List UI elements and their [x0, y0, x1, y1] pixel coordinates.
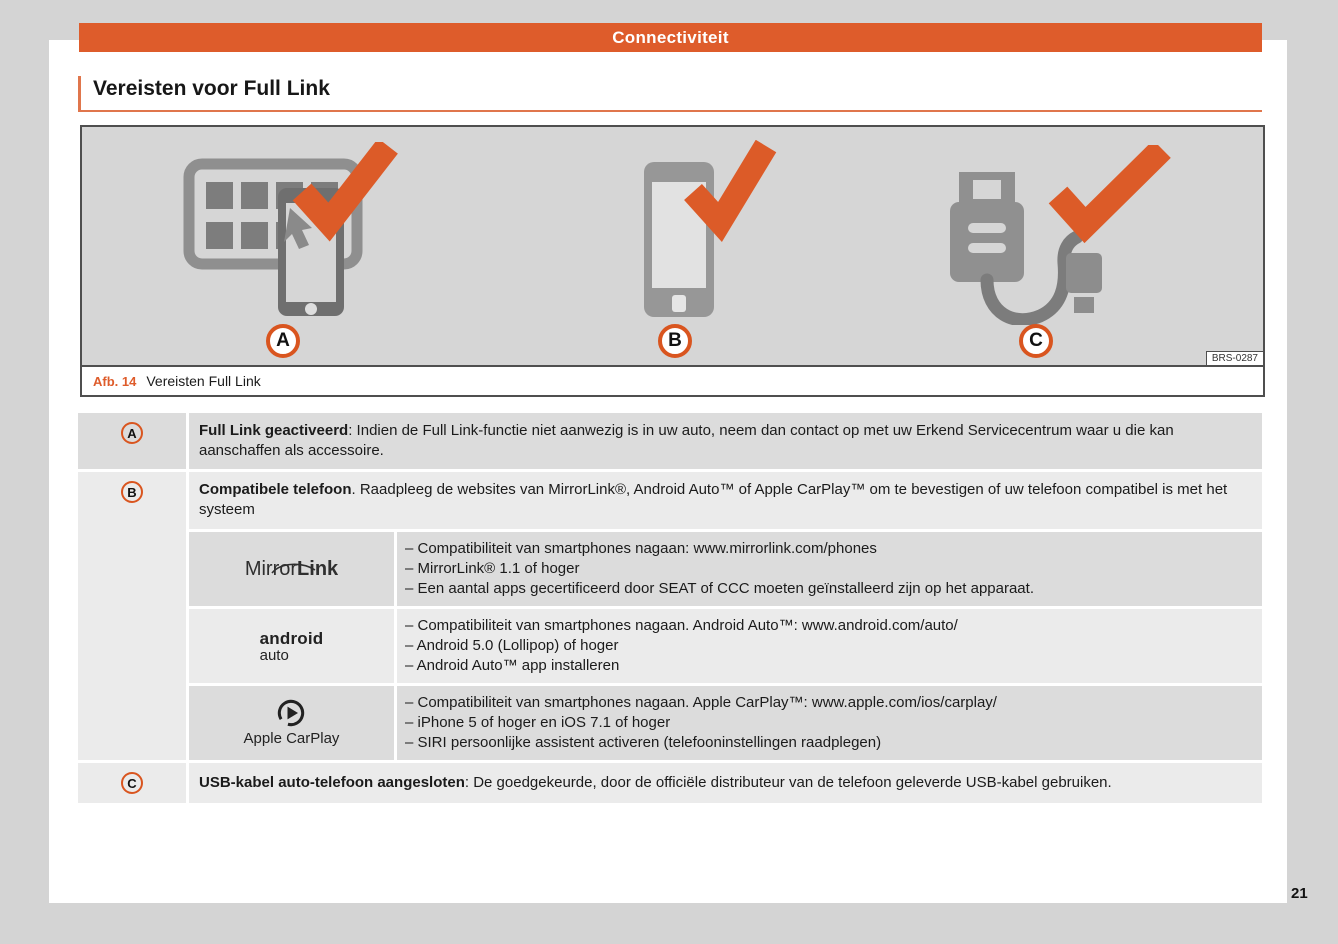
figure-box	[80, 125, 1265, 397]
usb-cable-check-icon	[942, 145, 1182, 325]
row-b-text: . Raadpleeg de websites van MirrorLink®, Android Auto™ of Apple CarPlay™ om te bevestigen of uw telefoon compatibel is met het systeem	[199, 481, 1228, 518]
figure-image	[82, 127, 1263, 367]
bullet-line: – Compatibiliteit van smartphones nagaan. Android Auto™: www.android.com/auto/	[405, 617, 958, 634]
bullet-line: – Compatibiliteit van smartphones nagaan. Apple CarPlay™: www.apple.com/ios/carplay/	[405, 694, 997, 711]
figure-caption	[82, 367, 1263, 395]
section-heading	[78, 76, 1262, 112]
figure-reference-code: BRS-0287	[1206, 351, 1264, 366]
row-b-title: Compatibele telefoon	[199, 481, 352, 498]
row-a-text: : Indien de Full Link-functie niet aanwezig is in uw auto, neem dan contact op met uw Erkend Servicecentrum waar u die kan aanschaffen als accessoire.	[199, 422, 1174, 459]
carplay-play-icon	[277, 699, 305, 727]
row-c-title: USB-kabel auto-telefoon aangesloten	[199, 774, 465, 791]
android-auto-logo: android auto	[189, 609, 394, 683]
row-c-text: : De goedgekeurde, door de officiële distributeur van de telefoon geleverde USB-kabel gebruiken.	[464, 774, 1112, 791]
subrow-mirrorlink	[189, 532, 1262, 606]
marker-a-badge: A	[121, 422, 143, 444]
table-row-b	[78, 472, 1262, 760]
table-row-a	[78, 413, 1262, 469]
mirrorlink-logo: MirrorLink	[189, 532, 394, 606]
row-b-marker-cell	[78, 472, 186, 760]
bullet-line: – Android Auto™ app installeren	[405, 657, 620, 674]
bullet-line: – MirrorLink® 1.1 of hoger	[405, 560, 580, 577]
row-a-text-cell	[189, 413, 1262, 469]
figure-number: Afb. 14	[93, 373, 137, 389]
android-auto-requirements	[397, 609, 1262, 683]
bullet-line: – Compatibiliteit van smartphones nagaan: www.mirrorlink.com/phones	[405, 540, 877, 557]
page-number: 21	[1291, 885, 1308, 902]
mirrorlink-requirements	[397, 532, 1262, 606]
row-b-text-cell	[189, 472, 1262, 529]
row-a-marker-cell	[78, 413, 186, 469]
marker-c-badge: C	[121, 772, 143, 794]
bullet-line: – Android 5.0 (Lollipop) of hoger	[405, 637, 619, 654]
bullet-line: – SIRI persoonlijke assistent activeren (telefooninstellingen raadplegen)	[405, 734, 882, 751]
apps-phone-check-icon	[182, 142, 412, 322]
table-row-c	[78, 763, 1262, 803]
row-c-text-cell	[189, 763, 1262, 803]
mirrorlink-swoosh-icon	[271, 561, 317, 577]
subrow-android-auto	[189, 609, 1262, 683]
bullet-line: – Een aantal apps gecertificeerd door SEAT of CCC moeten geïnstalleerd zijn op het apparaat.	[405, 580, 1034, 597]
subrow-apple-carplay	[189, 686, 1262, 760]
bullet-line: – iPhone 5 of hoger en iOS 7.1 of hoger	[405, 714, 671, 731]
smartphone-check-icon	[638, 140, 783, 322]
figure-marker-b: B	[658, 324, 692, 358]
figure-caption-text: Vereisten Full Link	[146, 373, 261, 389]
marker-b-badge: B	[121, 481, 143, 503]
section-title: Vereisten voor Full Link	[78, 76, 1262, 110]
chapter-header-bar	[79, 23, 1262, 52]
figure-marker-c: C	[1019, 324, 1053, 358]
apple-carplay-requirements	[397, 686, 1262, 760]
chapter-title: Connectiviteit	[612, 27, 729, 47]
figure-marker-a: A	[266, 324, 300, 358]
requirements-table	[78, 413, 1262, 803]
row-c-marker-cell	[78, 763, 186, 803]
row-a-title: Full Link geactiveerd	[199, 422, 349, 439]
apple-carplay-logo: Apple CarPlay	[189, 686, 394, 760]
